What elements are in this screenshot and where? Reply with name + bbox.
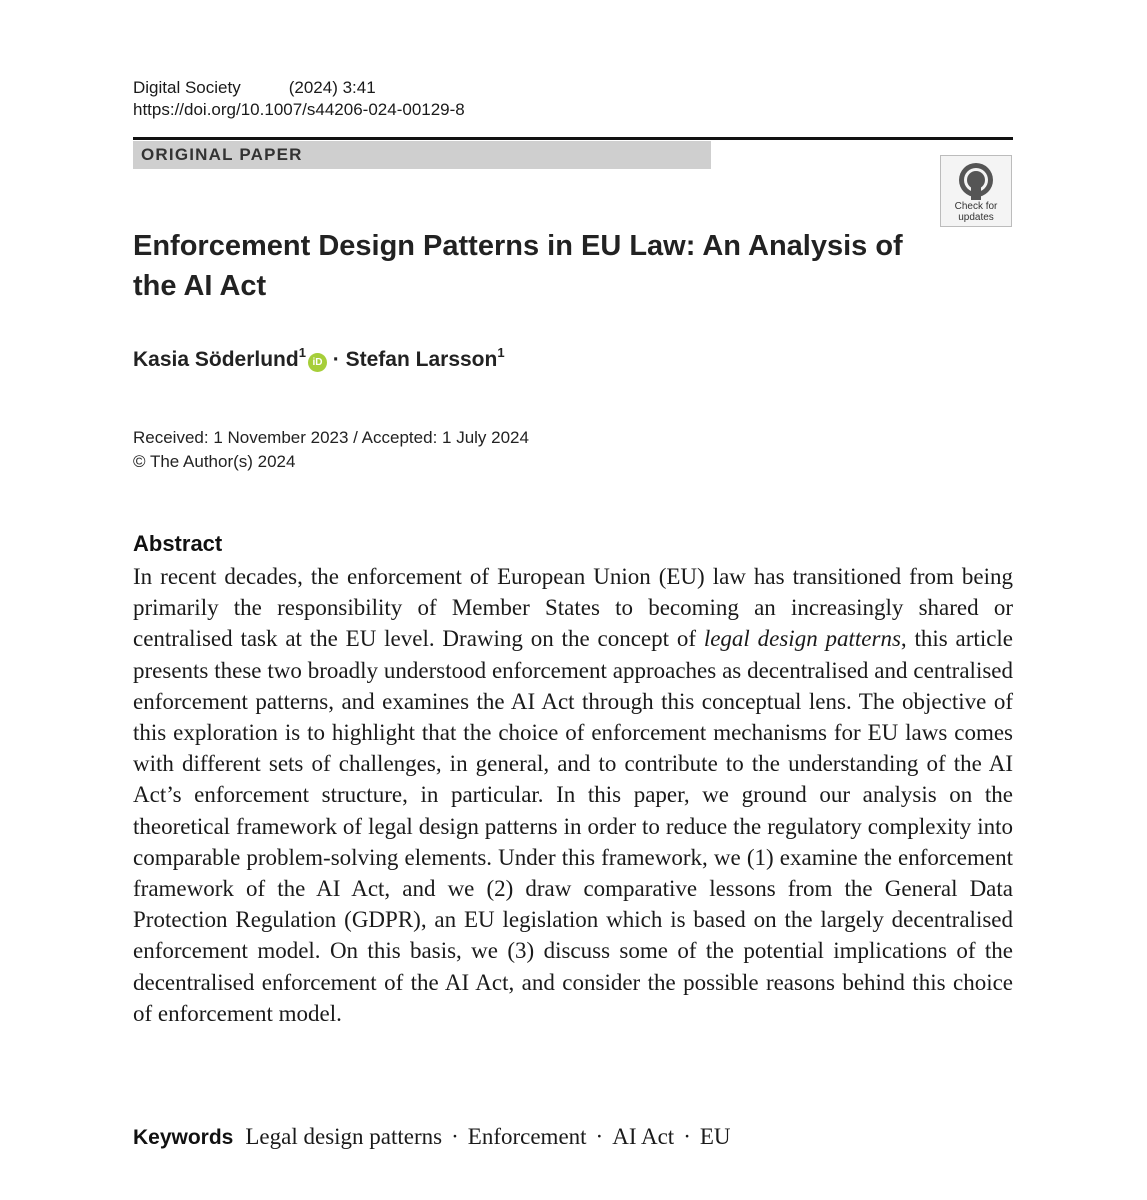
- paper-title: Enforcement Design Patterns in EU Law: An Analysis of the AI Act: [133, 230, 903, 302]
- orcid-icon[interactable]: iD: [308, 353, 327, 372]
- abstract-body: In recent decades, the enforcement of European Union (EU) law has transitioned from being primarily the responsibility of Member States to becoming an increasingly shared or centralised task at the EU level. Drawing on the concept of legal design patterns, this article presents these two broadly understood enforcement approaches as decentralised and centralised enforcement patterns, and examines the AI Act through this conceptual lens. The objective of this exploration is to highlight that the choice of enforcement mechanisms for EU laws comes with different sets of challenges, in general, and to contribute to the understanding of the AI Act’s enforcement structure, in particular. In this paper, we ground our analysis on the theoretical framework of legal design patterns in order to reduce the regulatory complexity into comparable problem-solving elements. Under this framework, we (1) examine the enforcement framework of the AI Act, and we (2) draw comparative lessons from the General Data Protection Regulation (GDPR), an EU legislation which is based on the largely decentralised enforcement model. On this basis, we (3) discuss some of the potential implications of the decentralised enforcement of the AI Act, and consider the possible reasons behind this choice of enforcement model.: [133, 564, 1014, 1026]
- keyword: Legal design patterns: [245, 1124, 443, 1149]
- author-separator: ·: [332, 348, 340, 371]
- emphasis-term: legal design patterns: [703, 626, 901, 652]
- keyword-separator: ·: [683, 1124, 691, 1149]
- journal-name: Digital Society: [133, 78, 241, 97]
- copyright-line: © The Author(s) 2024: [133, 452, 296, 471]
- doi-link[interactable]: https://doi.org/10.1007/s44206-024-00129-8: [133, 100, 465, 119]
- keyword: EU: [699, 1124, 731, 1149]
- keyword: Enforcement: [467, 1124, 587, 1149]
- article-type-banner: [133, 141, 711, 169]
- keyword-separator: ·: [595, 1124, 604, 1149]
- keyword-separator: ·: [451, 1124, 459, 1149]
- badge-label: Check for updates: [954, 201, 998, 223]
- publication-dates: [133, 426, 529, 474]
- check-for-updates-badge[interactable]: [940, 155, 1012, 227]
- keywords-section: [133, 1124, 731, 1150]
- affiliation-marker: 1: [298, 345, 306, 360]
- keywords-label: Keywords: [133, 1126, 234, 1149]
- author-name[interactable]: Stefan Larsson: [345, 348, 498, 371]
- header-rule: [133, 137, 1013, 140]
- received-accepted: Received: 1 November 2023 / Accepted: 1 July 2024: [133, 428, 529, 447]
- abstract-heading: Abstract: [133, 531, 223, 556]
- article-type-label: ORIGINAL PAPER: [141, 145, 303, 164]
- author-name[interactable]: Kasia Söderlund: [133, 348, 299, 371]
- affiliation-marker: 1: [497, 345, 505, 360]
- journal-volume: (2024) 3:41: [288, 78, 376, 97]
- journal-header: [133, 77, 465, 121]
- author-list: [133, 345, 505, 372]
- keyword: AI Act: [612, 1124, 675, 1149]
- crossmark-icon: [958, 162, 994, 200]
